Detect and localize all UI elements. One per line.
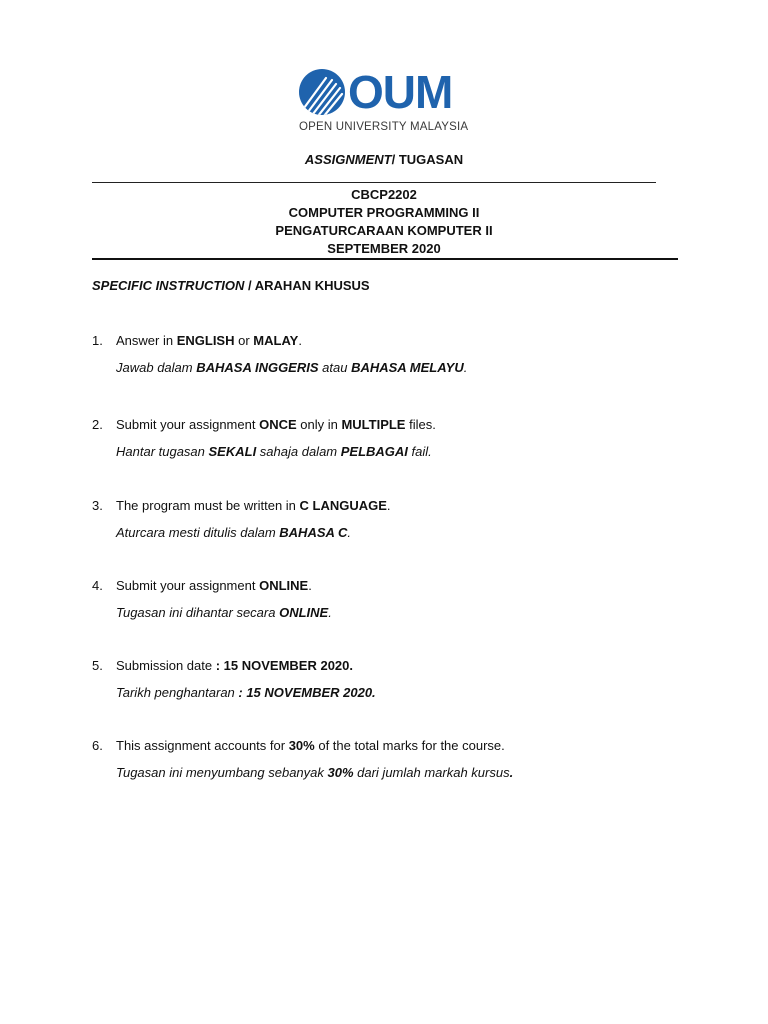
plain-text: only in [296, 417, 342, 432]
instruction-text-en [116, 737, 505, 755]
plain-text: Hantar tugasan [116, 444, 209, 459]
plain-text: This assignment accounts for [116, 738, 289, 753]
assignment-en: ASSIGNMENT [304, 152, 392, 167]
divider-thin [92, 182, 656, 183]
emphasis-text: ENGLISH [176, 333, 235, 348]
instruction-number: 2. [92, 417, 103, 432]
plain-text: Submit your assignment [116, 578, 260, 593]
divider-thick [92, 258, 678, 260]
plain-text: Answer in [116, 333, 177, 348]
emphasis-text: ONLINE [279, 605, 329, 620]
assignment-heading [0, 151, 768, 169]
instruction-number: 6. [92, 738, 103, 753]
emphasis-text: 30% [288, 738, 315, 753]
instruction-text-ms [116, 604, 332, 622]
plain-text: . [298, 333, 302, 348]
instructions-title [92, 278, 370, 293]
plain-text: . [347, 525, 352, 540]
plain-text: fail. [407, 444, 432, 459]
plain-text: Tugasan ini dihantar secara [116, 605, 280, 620]
oum-logo [298, 68, 474, 136]
instruction-text-en [116, 577, 312, 595]
plain-text: Tarikh penghantaran [116, 685, 239, 700]
emphasis-text: . [509, 765, 514, 780]
instructions-title-sep: / [244, 278, 255, 293]
emphasis-text: ONCE [259, 417, 297, 432]
plain-text: The program must be written in [116, 498, 300, 513]
instruction-text-ms [116, 764, 513, 782]
plain-text: dari jumlah markah kursus [353, 765, 510, 780]
emphasis-text: : 15 NOVEMBER 2020. [215, 658, 354, 673]
course-code: CBCP2202 [351, 187, 417, 202]
instructions-title-en: SPECIFIC INSTRUCTION [92, 278, 245, 293]
assignment-ms: TUGASAN [398, 152, 464, 167]
plain-text: . [386, 498, 391, 513]
plain-text: files. [405, 417, 436, 432]
plain-text: of the total marks for the course. [314, 738, 505, 753]
plain-text: Tugasan ini menyumbang sebanyak [116, 765, 328, 780]
instruction-text-en [116, 332, 302, 350]
plain-text: . [463, 360, 468, 375]
instruction-text-en [116, 657, 353, 675]
instruction-text-ms [116, 443, 432, 461]
oum-wordmark: OUM [348, 66, 453, 118]
course-title-en: COMPUTER PROGRAMMING II [288, 205, 480, 220]
instruction-number: 1. [92, 333, 103, 348]
emphasis-text: ONLINE [259, 578, 309, 593]
instruction-text-en [116, 416, 436, 434]
semester: SEPTEMBER 2020 [327, 241, 441, 256]
emphasis-text: MALAY [253, 333, 299, 348]
emphasis-text: BAHASA C [279, 525, 348, 540]
plain-text: Aturcara mesti ditulis dalam [116, 525, 280, 540]
emphasis-text: : 15 NOVEMBER 2020. [238, 685, 376, 700]
plain-text: atau [318, 360, 352, 375]
emphasis-text: C LANGUAGE [299, 498, 387, 513]
plain-text: Jawab dalam [116, 360, 197, 375]
emphasis-text: SEKALI [208, 444, 257, 459]
oum-subtitle: OPEN UNIVERSITY MALAYSIA [299, 121, 469, 133]
plain-text: . [328, 605, 332, 620]
emphasis-text: BAHASA INGGERIS [196, 360, 319, 375]
instruction-text-ms [116, 359, 467, 377]
emphasis-text: PELBAGAI [340, 444, 408, 459]
emphasis-text: MULTIPLE [341, 417, 406, 432]
course-title-ms: PENGATURCARAAN KOMPUTER II [275, 223, 493, 238]
emphasis-text: 30% [327, 765, 354, 780]
instructions-title-ms: ARAHAN KHUSUS [254, 278, 370, 293]
emphasis-text: BAHASA MELAYU [351, 360, 464, 375]
assignment-sep: / [391, 152, 399, 167]
instruction-number: 3. [92, 498, 103, 513]
plain-text: . [308, 578, 312, 593]
plain-text: sahaja dalam [256, 444, 341, 459]
instruction-text-en [116, 497, 391, 515]
instruction-text-ms [116, 524, 351, 542]
instruction-text-ms [116, 684, 376, 702]
plain-text: or [234, 333, 254, 348]
instruction-number: 5. [92, 658, 103, 673]
oum-globe-icon [298, 68, 346, 116]
plain-text: Submit your assignment [116, 417, 260, 432]
instruction-number: 4. [92, 578, 103, 593]
plain-text: Submission date [116, 658, 216, 673]
